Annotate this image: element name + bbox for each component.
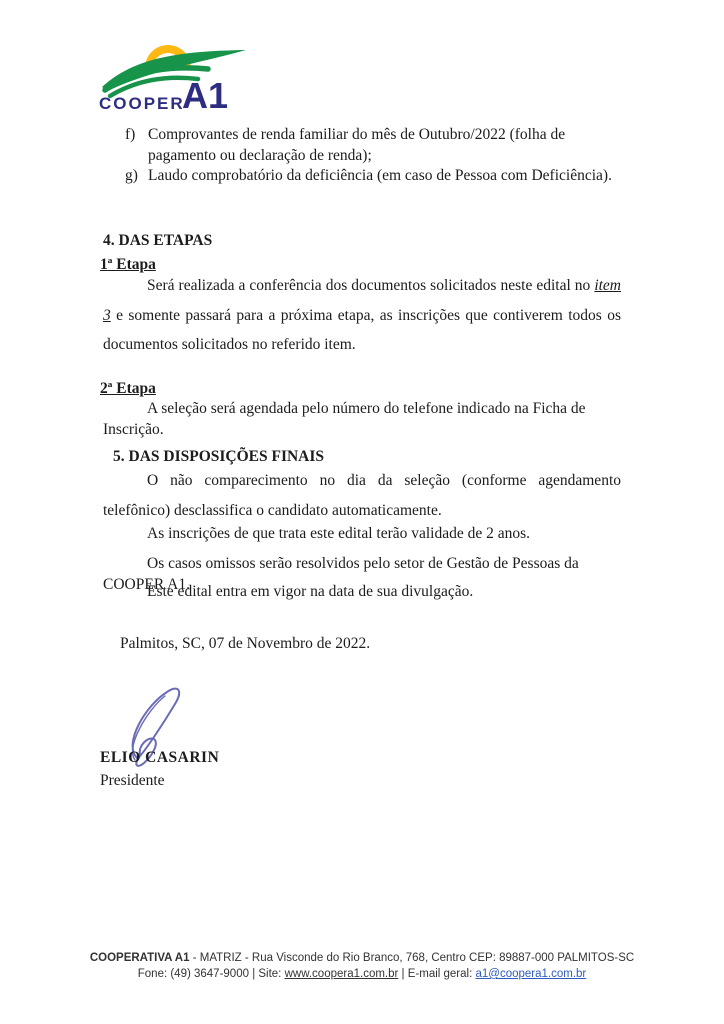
footer-phone-text: Fone: (49) 3647-9000 | Site: [137, 968, 285, 980]
paragraph-finais-1: O não comparecimento no dia da seleção (conforme agendamento telefônico) desclassifica o candidato automaticamente. [103, 472, 621, 519]
footer-company-name: COOPERATIVA A1 [89, 952, 190, 964]
paragraph-text: e somente passará para a próxima etapa, as inscrições que contiverem todos os documentos solicitados no referido item. [103, 306, 621, 353]
paragraph-finais-4: Este edital entra em vigor na data de sua divulgação. [147, 583, 474, 600]
item-3-reference: item 3 [103, 277, 621, 324]
list-item-g [125, 165, 621, 186]
logo-text-a1: A1 [182, 75, 229, 113]
site-link[interactable]: www.coopera1.com.br [284, 968, 399, 980]
footer-address-line [0, 950, 724, 966]
cooper-a1-logo-graphic [98, 33, 250, 113]
footer-contact-line [0, 966, 724, 982]
list-item-text: Comprovantes de renda familiar do mês de Outubro/2022 (folha de pagamento ou declaração de renda); [148, 126, 566, 164]
dateline: Palmitos, SC, 07 de Novembro de 2022. [120, 635, 371, 652]
paragraph-etapa2: A seleção será agendada pelo número do telefone indicado na Ficha de Inscrição. [103, 400, 586, 438]
subheading-etapa1: 1ª Etapa [100, 256, 156, 273]
paragraph-finais-2: As inscrições de que trata este edital terão validade de 2 anos. [147, 525, 531, 542]
list-item-f [125, 124, 621, 166]
paragraph-text: Será realizada a conferência dos documentos solicitados neste edital no [147, 277, 595, 294]
footer [0, 950, 724, 982]
email-link[interactable]: a1@coopera1.com.br [475, 968, 587, 980]
signer-name: ELIO CASARIN [100, 749, 220, 766]
section-heading-finais: 5. DAS DISPOSIÇÕES FINAIS [113, 448, 325, 465]
footer-address-text: - MATRIZ - Rua Visconde do Rio Branco, 768, Centro CEP: 89887-000 PALMITOS-SC [189, 952, 635, 964]
signer-role: Presidente [100, 772, 165, 789]
cooper-a1-logo [98, 33, 250, 113]
subheading-etapa2: 2ª Etapa [100, 380, 156, 397]
logo-text-cooper: COOPER [99, 94, 185, 113]
section-heading-etapas: 4. DAS ETAPAS [103, 232, 213, 249]
list-marker: g) [125, 167, 138, 184]
paragraph-finais-3: Os casos omissos serão resolvidos pelo setor de Gestão de Pessoas da COOPER A1. [103, 555, 579, 593]
paragraph-etapa1 [103, 271, 621, 360]
list-marker: f) [125, 126, 136, 143]
footer-email-label: | E-mail geral: [398, 968, 476, 980]
list-item-text: Laudo comprobatório da deficiência (em caso de Pessoa com Deficiência). [148, 167, 612, 184]
